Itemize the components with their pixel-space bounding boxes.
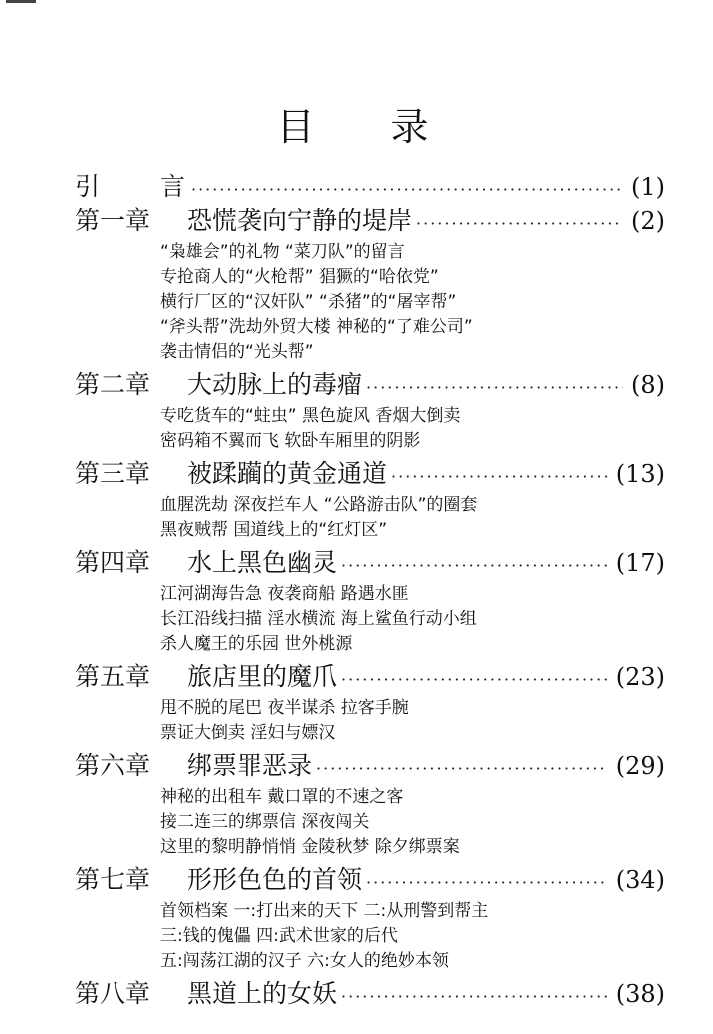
toc-entry-label bbox=[75, 368, 362, 402]
section-line: 神秘的出租车 戴口罩的不速之客 bbox=[160, 787, 404, 807]
section-line: 专抢商人的“火枪帮” 猖獗的“哈依党” bbox=[160, 267, 439, 287]
dot-leader bbox=[366, 371, 623, 405]
page-number: (17) bbox=[615, 549, 665, 577]
section-line: 三:钱的傀儡 四:武术世家的后代 bbox=[160, 926, 398, 946]
toc-entry-label bbox=[75, 977, 337, 1011]
section-line: 票证大倒卖 淫妇与嫖汉 bbox=[160, 723, 336, 743]
section-line: 血腥洗劫 深夜拦车人 “公路游击队”的圈套 bbox=[160, 495, 478, 515]
section-line: 甩不脱的尾巴 夜半谋杀 拉客手腕 bbox=[160, 698, 409, 718]
toc-entry bbox=[75, 863, 665, 897]
toc-entry bbox=[75, 749, 665, 783]
page-number: (1) bbox=[631, 173, 665, 201]
toc-entry bbox=[75, 457, 665, 491]
section-list bbox=[75, 785, 665, 860]
table-of-contents bbox=[75, 170, 665, 1011]
chapter-number: 第八章 bbox=[75, 979, 151, 1008]
dot-leader bbox=[341, 980, 608, 1014]
toc-entry-label bbox=[75, 457, 387, 491]
page-number: (13) bbox=[615, 460, 665, 488]
toc-entry-label bbox=[75, 660, 337, 694]
section-line: 黑夜贼帮 国道线上的“红灯区” bbox=[160, 520, 388, 540]
section-line: 袭击情侣的“光头帮” bbox=[160, 342, 314, 362]
chapter-number: 第六章 bbox=[75, 751, 151, 780]
chapter-title: 旅店里的魔爪 bbox=[187, 662, 338, 691]
dot-leader bbox=[416, 207, 623, 241]
chapter-number: 引 言 bbox=[75, 172, 211, 201]
toc-entry bbox=[75, 368, 665, 402]
page-number: (23) bbox=[615, 663, 665, 691]
dot-leader bbox=[341, 663, 608, 697]
page-number: (29) bbox=[615, 752, 665, 780]
toc-entry-label bbox=[75, 546, 337, 580]
page-number: (8) bbox=[631, 371, 665, 399]
section-line: 密码箱不翼而飞 软卧车厢里的阴影 bbox=[160, 431, 421, 451]
section-line: “枭雄会”的礼物 “菜刀队”的留言 bbox=[160, 242, 405, 262]
dot-leader bbox=[366, 866, 608, 900]
section-line: 长江沿线扫描 淫水横流 海上鲨鱼行动小组 bbox=[160, 609, 477, 629]
page-number: (38) bbox=[615, 980, 665, 1008]
chapter-number: 第三章 bbox=[75, 459, 151, 488]
section-line: 江河湖海告急 夜袭商船 路遇水匪 bbox=[160, 584, 409, 604]
dot-leader bbox=[316, 752, 608, 786]
toc-entry-label bbox=[75, 749, 312, 783]
section-list bbox=[75, 696, 665, 746]
section-line: 这里的黎明静悄悄 金陵秋梦 除夕绑票案 bbox=[160, 837, 460, 857]
dot-leader bbox=[391, 460, 608, 494]
section-list bbox=[75, 899, 665, 974]
toc-entry bbox=[75, 170, 665, 204]
chapter-title: 形形色色的首领 bbox=[187, 865, 363, 894]
chapter-title: 绑票罪恶录 bbox=[187, 751, 313, 780]
section-line: 杀人魔王的乐园 世外桃源 bbox=[160, 634, 353, 654]
page-number: (34) bbox=[615, 866, 665, 894]
toc-entry-label bbox=[75, 863, 362, 897]
section-list bbox=[75, 404, 665, 454]
section-line: 首领档案 一:打出来的天下 二:从刑警到帮主 bbox=[160, 901, 489, 921]
chapter-number: 第二章 bbox=[75, 370, 151, 399]
toc-entry bbox=[75, 204, 665, 238]
toc-entry bbox=[75, 977, 665, 1011]
chapter-title: 水上黑色幽灵 bbox=[187, 548, 338, 577]
chapter-title: 被蹂躏的黄金通道 bbox=[187, 459, 388, 488]
section-list bbox=[75, 582, 665, 657]
toc-entry-label bbox=[75, 204, 412, 238]
scan-mark bbox=[6, 0, 36, 8]
chapter-number: 第五章 bbox=[75, 662, 151, 691]
section-line: 专吃货车的“蛀虫” 黑色旋风 香烟大倒卖 bbox=[160, 406, 461, 426]
dot-leader bbox=[341, 549, 608, 583]
toc-entry bbox=[75, 660, 665, 694]
chapter-title: 恐慌袭向宁静的堤岸 bbox=[187, 206, 413, 235]
page-title: 目 录 bbox=[276, 105, 461, 149]
chapter-number: 第四章 bbox=[75, 548, 151, 577]
toc-entry bbox=[75, 546, 665, 580]
page-number: (2) bbox=[631, 207, 665, 235]
section-line: 横行厂区的“汉奸队” “杀猪”的“屠宰帮” bbox=[160, 292, 457, 312]
section-line: 接二连三的绑票信 深夜闯关 bbox=[160, 812, 370, 832]
section-line: “斧头帮”洗劫外贸大楼 神秘的“了难公司” bbox=[160, 317, 473, 337]
chapter-title: 大动脉上的毒瘤 bbox=[187, 370, 363, 399]
section-list bbox=[75, 493, 665, 543]
dot-leader bbox=[191, 173, 623, 207]
section-line: 五:闯荡江湖的汉子 六:女人的绝妙本领 bbox=[160, 951, 449, 971]
toc-entry-label bbox=[75, 170, 211, 204]
section-list bbox=[75, 240, 665, 365]
chapter-number: 第一章 bbox=[75, 206, 151, 235]
chapter-title: 黑道上的女妖 bbox=[187, 979, 338, 1008]
chapter-number: 第七章 bbox=[75, 865, 151, 894]
